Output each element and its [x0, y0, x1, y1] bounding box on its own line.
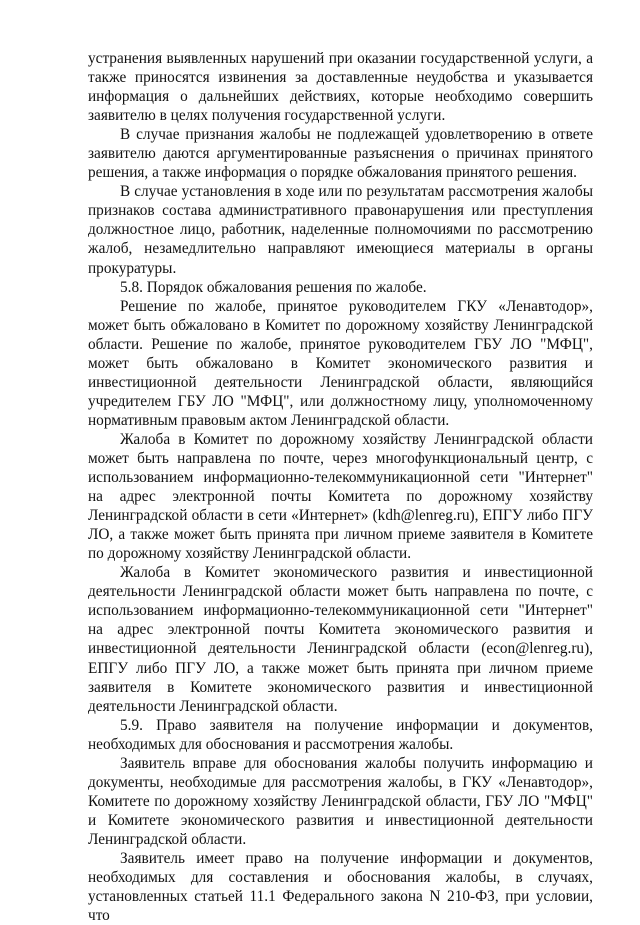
section-heading-5-8: 5.8. Порядок обжалования решения по жалобе. — [120, 278, 427, 296]
paragraph-right-to-documents: Заявитель имеет право на получение информации и документов, необходимых для составления и обоснования жалобы, в случаях, установленных статьей 11.1 Федерального закона N 210-ФЗ, при условии, что — [88, 849, 593, 925]
paragraph-road-committee-complaint: Жалоба в Комитет по дорожному хозяйству Ленинградской области может быть направлена по почте, через многофункциональный центр, с использованием информационно-телекоммуникационной сети "Интернет" на адрес электронной почты Комитета по дорожному хозяйству Ленинградской области в сети «Интернет» (kdh@lenreg.ru), ЕПГУ либо ПГУ ЛО, а также может быть принята при личном приеме заявителя в Комитете по дорожному хозяйству Ленинградской области. — [88, 430, 593, 563]
paragraph-refusal-reply: В случае признания жалобы не подлежащей удовлетворению в ответе заявителю даются аргументированные разъяснения о причинах принятого решения, а также информация о порядке обжалования принятого решения. — [88, 126, 593, 182]
paragraph-economic-committee-complaint: Жалоба в Комитет экономического развития и инвестиционной деятельности Ленинградской области может быть направлена по почте, с использованием информационно-телекоммуникационной сети "Интернет" на адрес электронной почты Комитета экономического развития и инвестиционной деятельности Ленинградской области (econ@lenreg.ru), ЕПГУ либо ПГУ ЛО, а также может быть принята при личном приеме заявителя в Комитете экономического развития и инвестиционной деятельности Ленинградской области. — [88, 564, 593, 715]
section-heading-5-9: 5.9. Право заявителя на получение информации и документов, необходимых для обоснования и рассмотрения жалобы. — [88, 716, 593, 753]
paragraph-continuation: устранения выявленных нарушений при оказании государственной услуги, а также приносятся извинения за доставленные неудобства и указывается информация о дальнейших действиях, которые необходимо совершить заявителю в целях получения государственной услуги. — [88, 50, 593, 125]
paragraph-appeal-decision: Решение по жалобе, принятое руководителем ГКУ «Ленавтодор», может быть обжаловано в Комитет по дорожному хозяйству Ленинградской области. Решение по жалобе, принятое руководителем ГБУ ЛО "МФЦ", может быть обжаловано в Комитет экономического развития и инвестиционной деятельности Ленинградской области, являющийся учредителем ГБУ ЛО "МФЦ", или должностному лицу, уполномоченному нормативным правовым актом Ленинградской области. — [88, 297, 593, 429]
paragraph-right-to-information: Заявитель вправе для обоснования жалобы получить информацию и документы, необходимые для рассмотрения жалобы, в ГКУ «Ленавтодор», Комитете по дорожному хозяйству Ленинградской области, ГБУ ЛО "МФЦ" и Комитете экономического развития и инвестиционной деятельности Ленинградской области. — [88, 754, 593, 848]
paragraph-prosecutor-referral: В случае установления в ходе или по результатам рассмотрения жалобы признаков состава административного правонарушения или преступления должностное лицо, работник, наделенные полномочиями по рассмотрению жалоб, незамедлительно направляют имеющиеся материалы в органы прокуратуры. — [88, 183, 593, 277]
